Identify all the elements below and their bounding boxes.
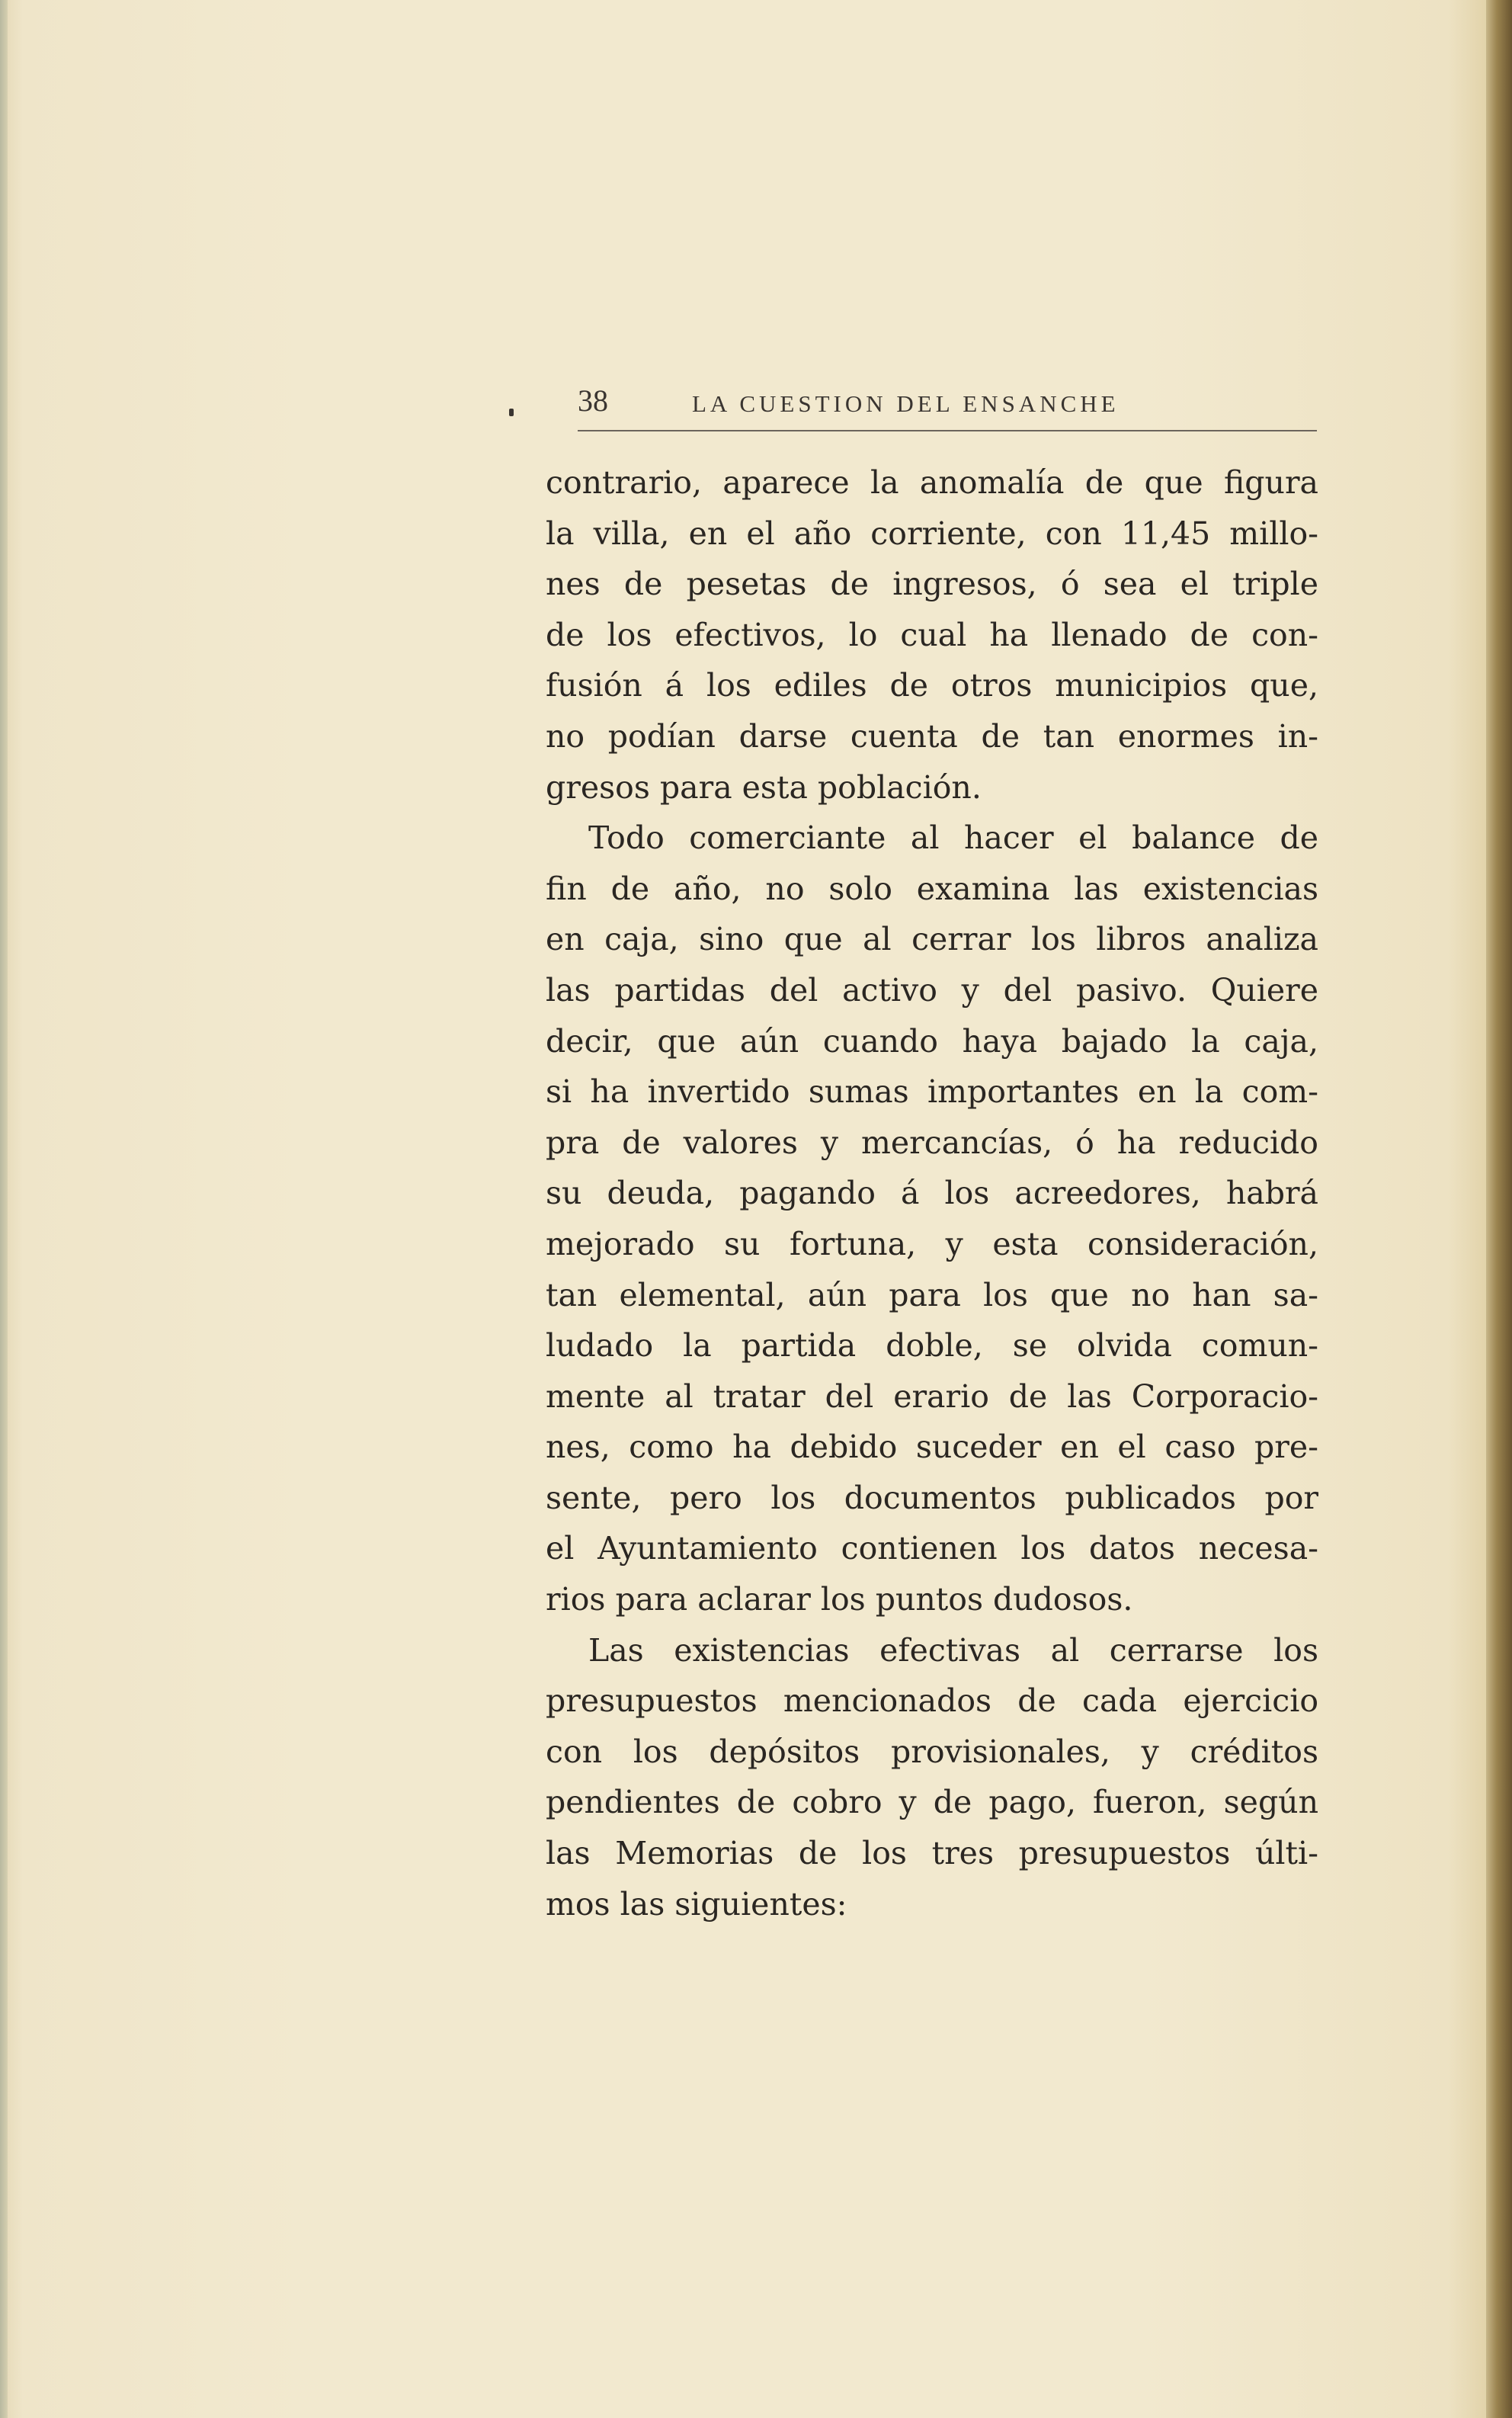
text-line: las Memorias de los tres presupuestos últi- xyxy=(546,1835,1318,1872)
text-line: decir, que aún cuando haya bajado la caja, xyxy=(546,1022,1318,1060)
text-line: tan elemental, aún para los que no han sa- xyxy=(546,1276,1318,1313)
text-line: la villa, en el año corriente, con 11,45 millo- xyxy=(546,515,1318,552)
text-line: en caja, sino que al cerrar los libros analiza xyxy=(546,921,1318,958)
text-line: las partidas del activo y del pasivo. Quiere xyxy=(546,971,1318,1009)
text-line: pendientes de cobro y de pago, fueron, según xyxy=(546,1784,1318,1821)
printer-mark xyxy=(509,409,514,416)
text-line: si ha invertido sumas importantes en la com- xyxy=(546,1073,1318,1111)
text-line: Las existencias efectivas al cerrarse los xyxy=(588,1631,1318,1669)
text-line: Todo comerciante al hacer el balance de xyxy=(588,819,1318,857)
text-line: presupuestos mencionados de cada ejercicio xyxy=(546,1682,1318,1720)
text-line: mejorado su fortuna, y esta consideración, xyxy=(546,1225,1318,1262)
text-line: no podían darse cuenta de tan enormes in- xyxy=(546,717,1318,755)
text-line: su deuda, pagando á los acreedores, habrá xyxy=(546,1175,1318,1212)
text-line: nes, como ha debido suceder en el caso pre- xyxy=(546,1429,1318,1466)
text-line: sente, pero los documentos publicados por xyxy=(546,1479,1318,1516)
text-line: rios para aclarar los puntos dudosos. xyxy=(546,1581,1133,1618)
text-line: contrario, aparece la anomalía de que figura xyxy=(546,464,1318,501)
text-line: ludado la partida doble, se olvida comun- xyxy=(546,1327,1318,1365)
text-line: el Ayuntamiento contienen los datos necesa- xyxy=(546,1530,1318,1567)
page-left-edge xyxy=(0,0,8,2418)
text-line: fin de año, no solo examina las existencias xyxy=(546,870,1318,907)
page-right-edge xyxy=(1486,0,1512,2418)
body-text xyxy=(546,457,1318,1929)
text-line: con los depósitos provisionales, y créditos xyxy=(546,1733,1318,1770)
text-line: de los efectivos, lo cual ha llenado de con- xyxy=(546,616,1318,653)
text-line: nes de pesetas de ingresos, ó sea el triple xyxy=(546,566,1318,603)
running-head: LA CUESTION DEL ENSANCHE xyxy=(692,390,1120,417)
text-line: mente al tratar del erario de las Corporacio- xyxy=(546,1377,1318,1415)
page-number: 38 xyxy=(578,383,608,418)
text-line: gresos para esta población. xyxy=(546,768,982,806)
page-header xyxy=(578,378,1317,427)
header-rule xyxy=(578,430,1317,431)
text-line: fusión á los ediles de otros municipios que, xyxy=(546,667,1318,704)
text-line: mos las siguientes: xyxy=(546,1885,847,1923)
text-line: pra de valores y mercancías, ó ha reducido xyxy=(546,1124,1318,1161)
